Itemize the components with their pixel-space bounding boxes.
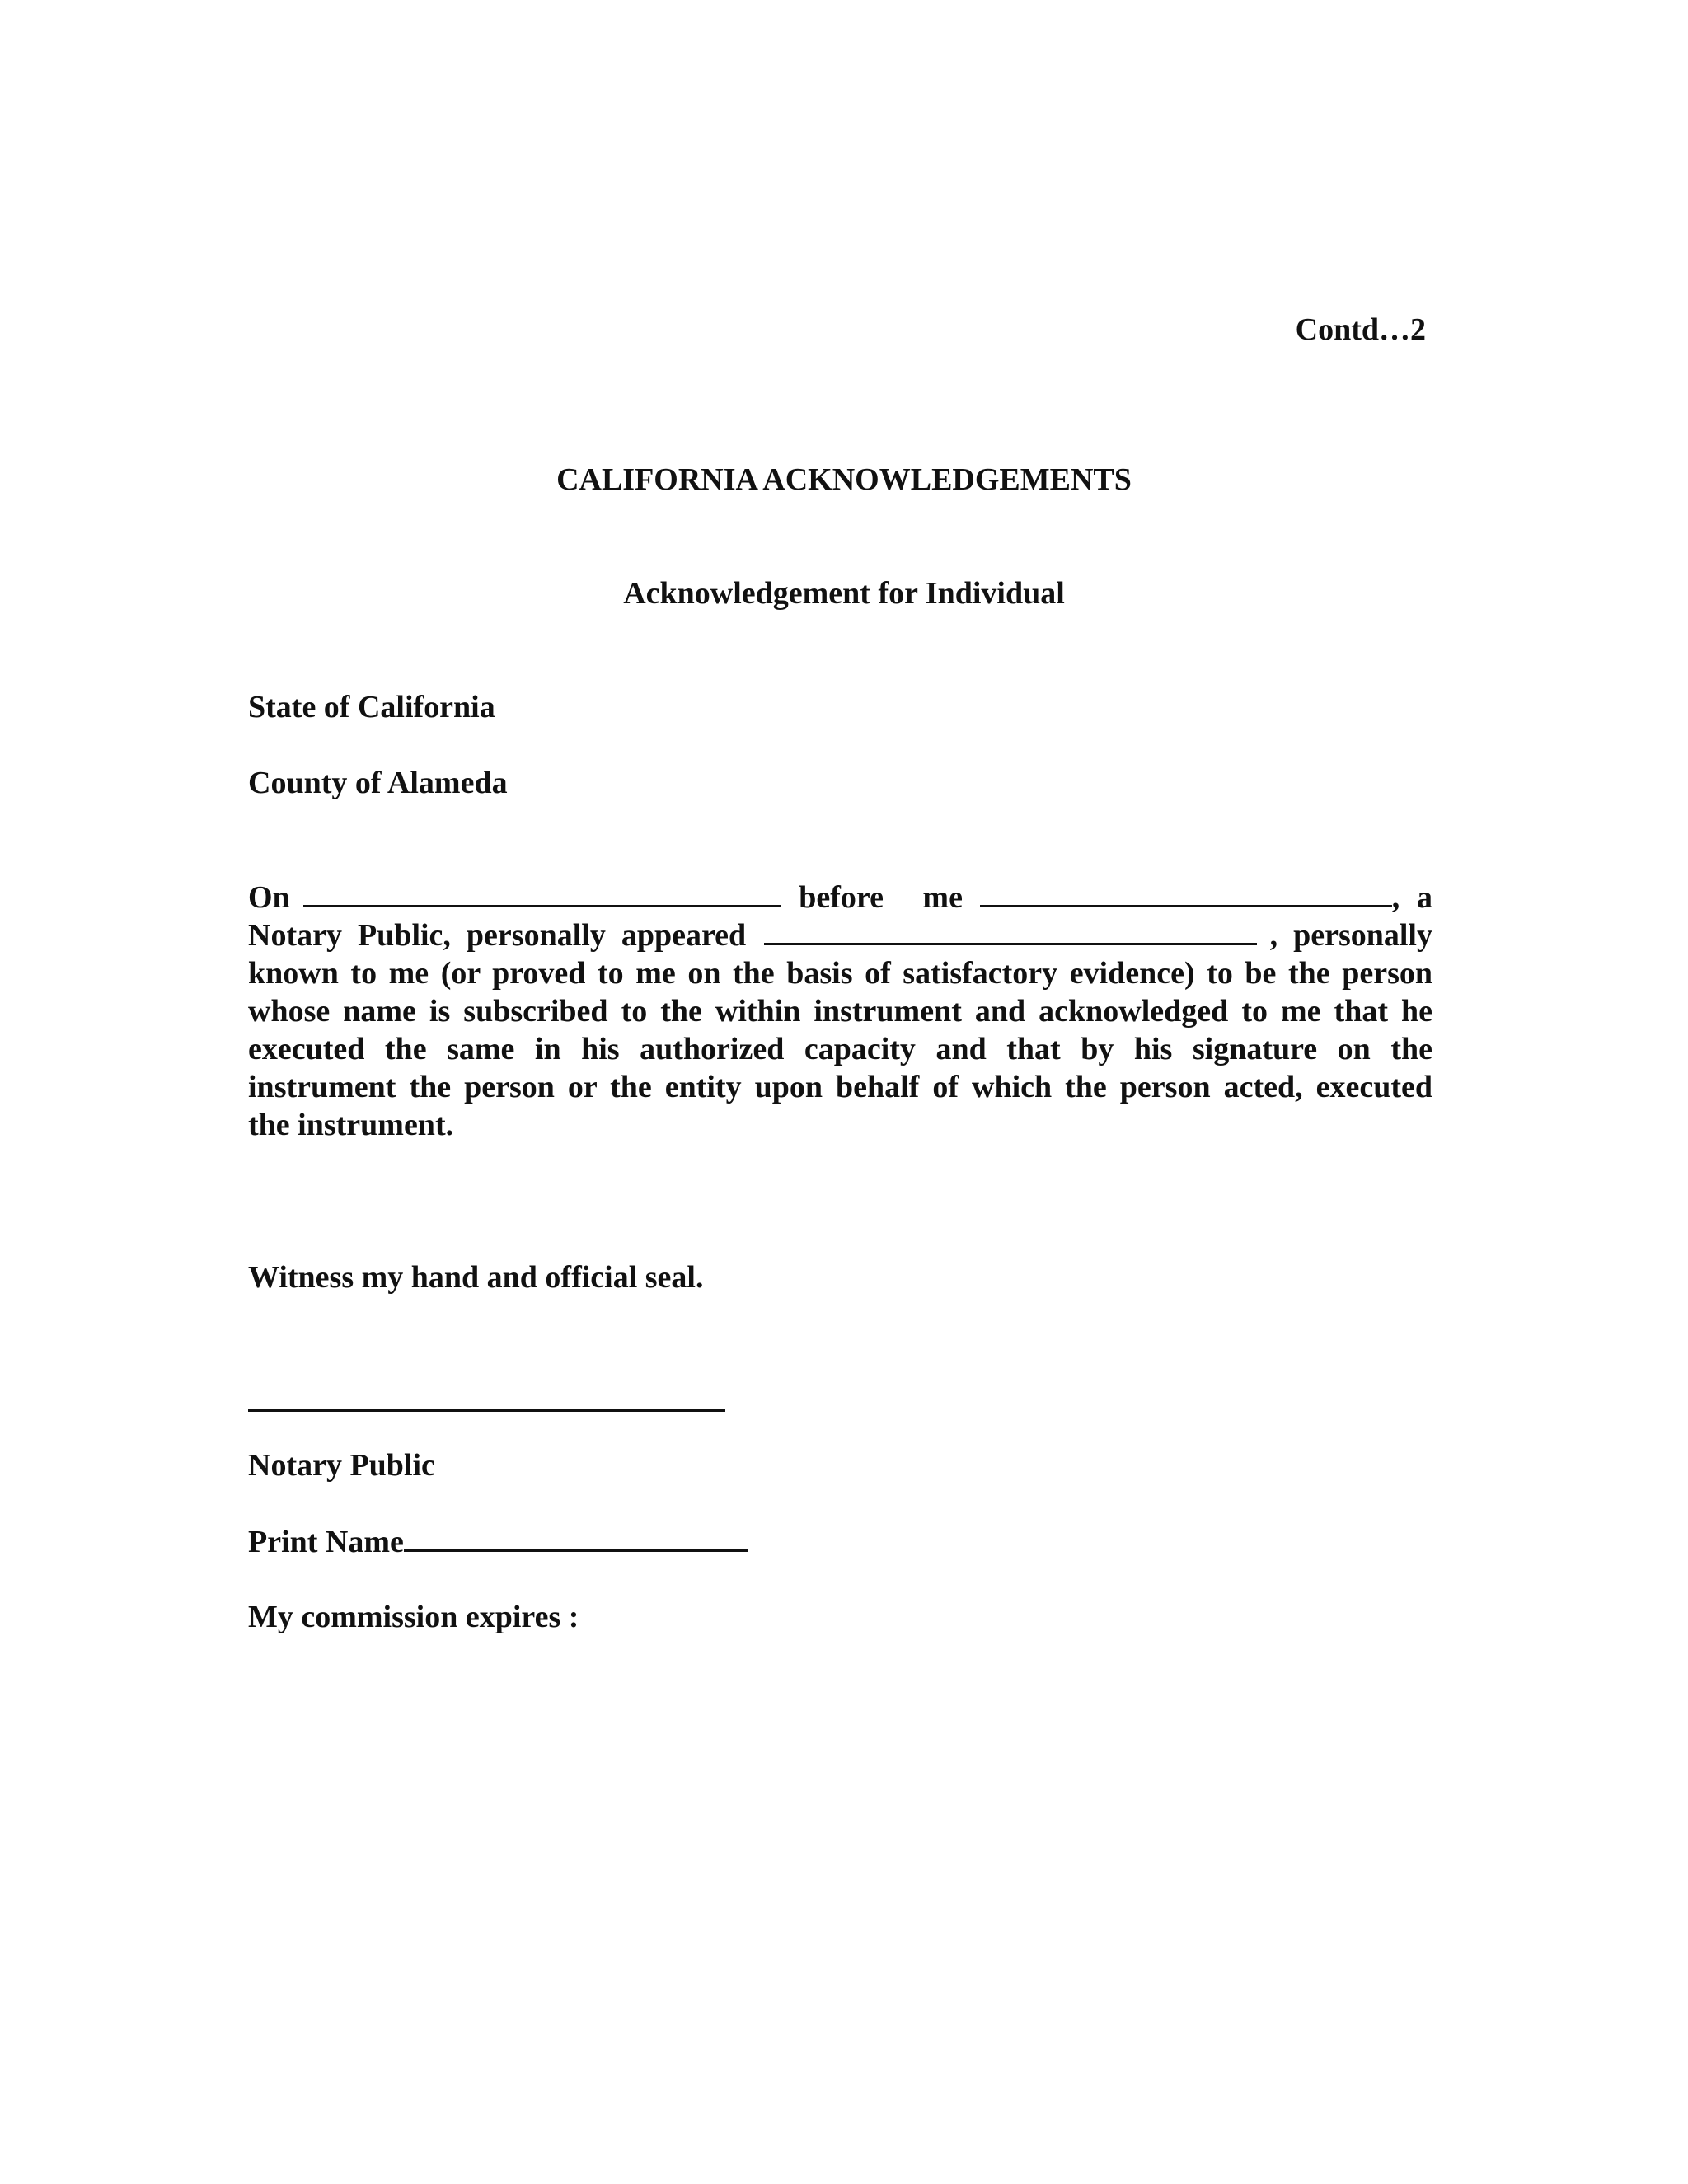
commission-expires-label: My commission expires : — [248, 1600, 579, 1634]
on-label: On — [248, 880, 290, 915]
state-label: State of California — [248, 690, 495, 724]
county-label: County of Alameda — [248, 766, 508, 800]
date-blank[interactable] — [303, 879, 781, 907]
a-text: a — [1417, 880, 1432, 915]
paragraph-line-1 — [248, 879, 1432, 916]
document-title: CALIFORNIA ACKNOWLEDGEMENTS — [556, 462, 1132, 497]
print-name-label: Print Name — [248, 1525, 404, 1559]
signature-line[interactable] — [248, 1409, 725, 1412]
witness-statement: Witness my hand and official seal. — [248, 1260, 704, 1295]
paragraph-line-6: instrument the person or the entity upon behalf of which the person acted, executed — [248, 1070, 1432, 1104]
continuation-marker: Contd…2 — [1295, 312, 1426, 347]
print-name-blank[interactable] — [404, 1523, 748, 1552]
personally-label: , personally — [1269, 918, 1432, 953]
acknowledgement-paragraph — [248, 879, 1432, 1144]
print-name-row — [248, 1523, 748, 1560]
notary-public-label: Notary Public — [248, 1448, 435, 1483]
paragraph-line-3: known to me (or proved to me on the basis of satisfactory evidence) to be the person — [248, 956, 1432, 991]
paragraph-line-4: whose name is subscribed to the within instrument and acknowledged to me that he — [248, 994, 1432, 1029]
paragraph-line-2 — [248, 916, 1432, 954]
notary-appeared-label: Notary Public, personally appeared — [248, 918, 747, 953]
appeared-name-blank[interactable] — [764, 916, 1257, 945]
notary-name-blank[interactable] — [980, 879, 1392, 907]
comma-text: , — [1391, 880, 1400, 915]
paragraph-line-5: executed the same in his authorized capacity and that by his signature on the — [248, 1032, 1432, 1066]
before-me-label: before me — [799, 880, 963, 915]
document-subtitle: Acknowledgement for Individual — [623, 576, 1065, 611]
paragraph-line-7: the instrument. — [248, 1108, 454, 1142]
